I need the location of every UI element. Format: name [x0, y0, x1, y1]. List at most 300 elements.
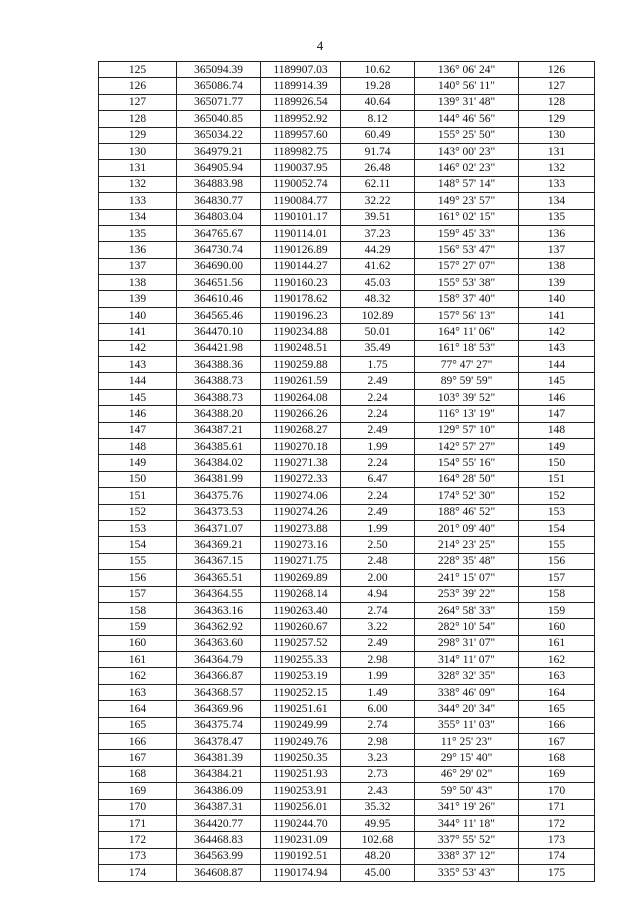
- point-to-cell: 147: [519, 406, 595, 422]
- y-coordinate-cell: 1190252.15: [261, 684, 341, 700]
- point-to-cell: 175: [519, 865, 595, 881]
- distance-cell: 2.98: [341, 734, 415, 750]
- point-from-cell: 135: [99, 225, 177, 241]
- table-row: [99, 455, 595, 471]
- table-row: [99, 520, 595, 536]
- y-coordinate-cell: 1190249.99: [261, 717, 341, 733]
- point-from-cell: 126: [99, 78, 177, 94]
- table-row: [99, 570, 595, 586]
- x-coordinate-cell: 364362.92: [177, 619, 261, 635]
- table-row: [99, 176, 595, 192]
- point-to-cell: 160: [519, 619, 595, 635]
- point-to-cell: 154: [519, 520, 595, 536]
- x-coordinate-cell: 364651.56: [177, 275, 261, 291]
- bearing-cell: 159° 45' 33": [415, 225, 519, 241]
- table-row: [99, 62, 595, 78]
- distance-cell: 1.75: [341, 357, 415, 373]
- point-from-cell: 128: [99, 111, 177, 127]
- point-from-cell: 150: [99, 471, 177, 487]
- x-coordinate-cell: 364690.00: [177, 258, 261, 274]
- coordinates-table: [98, 61, 595, 882]
- bearing-cell: 337° 55' 52": [415, 832, 519, 848]
- x-coordinate-cell: 364384.02: [177, 455, 261, 471]
- distance-cell: 1.99: [341, 668, 415, 684]
- bearing-cell: 338° 46' 09": [415, 684, 519, 700]
- point-from-cell: 166: [99, 734, 177, 750]
- x-coordinate-cell: 364384.21: [177, 766, 261, 782]
- point-to-cell: 149: [519, 438, 595, 454]
- table-row: [99, 143, 595, 159]
- distance-cell: 102.68: [341, 832, 415, 848]
- point-to-cell: 131: [519, 143, 595, 159]
- point-from-cell: 169: [99, 783, 177, 799]
- point-from-cell: 149: [99, 455, 177, 471]
- y-coordinate-cell: 1190251.61: [261, 701, 341, 717]
- table-row: [99, 160, 595, 176]
- y-coordinate-cell: 1189926.54: [261, 94, 341, 110]
- point-from-cell: 140: [99, 307, 177, 323]
- y-coordinate-cell: 1190271.38: [261, 455, 341, 471]
- x-coordinate-cell: 365034.22: [177, 127, 261, 143]
- x-coordinate-cell: 364381.99: [177, 471, 261, 487]
- x-coordinate-cell: 364421.98: [177, 340, 261, 356]
- y-coordinate-cell: 1190114.01: [261, 225, 341, 241]
- table-row: [99, 373, 595, 389]
- y-coordinate-cell: 1190260.67: [261, 619, 341, 635]
- bearing-cell: 298° 31' 07": [415, 635, 519, 651]
- point-from-cell: 159: [99, 619, 177, 635]
- point-to-cell: 143: [519, 340, 595, 356]
- bearing-cell: 344° 11' 18": [415, 815, 519, 831]
- table-row: [99, 832, 595, 848]
- y-coordinate-cell: 1190269.89: [261, 570, 341, 586]
- point-from-cell: 132: [99, 176, 177, 192]
- table-row: [99, 275, 595, 291]
- y-coordinate-cell: 1189914.39: [261, 78, 341, 94]
- bearing-cell: 157° 27' 07": [415, 258, 519, 274]
- y-coordinate-cell: 1190144.27: [261, 258, 341, 274]
- bearing-cell: 11° 25' 23": [415, 734, 519, 750]
- table-row: [99, 438, 595, 454]
- x-coordinate-cell: 364803.04: [177, 209, 261, 225]
- bearing-cell: 103° 39' 52": [415, 389, 519, 405]
- distance-cell: 10.62: [341, 62, 415, 78]
- table-row: [99, 619, 595, 635]
- distance-cell: 49.95: [341, 815, 415, 831]
- y-coordinate-cell: 1190250.35: [261, 750, 341, 766]
- point-from-cell: 161: [99, 652, 177, 668]
- bearing-cell: 139° 31' 48": [415, 94, 519, 110]
- bearing-cell: 154° 55' 16": [415, 455, 519, 471]
- x-coordinate-cell: 364883.98: [177, 176, 261, 192]
- x-coordinate-cell: 364385.61: [177, 438, 261, 454]
- x-coordinate-cell: 364387.31: [177, 799, 261, 815]
- distance-cell: 41.62: [341, 258, 415, 274]
- point-to-cell: 129: [519, 111, 595, 127]
- distance-cell: 45.03: [341, 275, 415, 291]
- table-row: [99, 586, 595, 602]
- bearing-cell: 89° 59' 59": [415, 373, 519, 389]
- y-coordinate-cell: 1190231.09: [261, 832, 341, 848]
- table-row: [99, 258, 595, 274]
- x-coordinate-cell: 364366.87: [177, 668, 261, 684]
- distance-cell: 32.22: [341, 193, 415, 209]
- y-coordinate-cell: 1190259.88: [261, 357, 341, 373]
- y-coordinate-cell: 1190263.40: [261, 602, 341, 618]
- bearing-cell: 328° 32' 35": [415, 668, 519, 684]
- y-coordinate-cell: 1190256.01: [261, 799, 341, 815]
- bearing-cell: 241° 15' 07": [415, 570, 519, 586]
- point-from-cell: 154: [99, 537, 177, 553]
- y-coordinate-cell: 1190270.18: [261, 438, 341, 454]
- table-row: [99, 602, 595, 618]
- bearing-cell: 143° 00' 23": [415, 143, 519, 159]
- distance-cell: 60.49: [341, 127, 415, 143]
- table-row: [99, 357, 595, 373]
- point-to-cell: 144: [519, 357, 595, 373]
- x-coordinate-cell: 364470.10: [177, 324, 261, 340]
- y-coordinate-cell: 1190257.52: [261, 635, 341, 651]
- table-row: [99, 111, 595, 127]
- distance-cell: 2.73: [341, 766, 415, 782]
- table-row: [99, 734, 595, 750]
- point-to-cell: 146: [519, 389, 595, 405]
- x-coordinate-cell: 364375.74: [177, 717, 261, 733]
- point-from-cell: 143: [99, 357, 177, 373]
- bearing-cell: 158° 37' 40": [415, 291, 519, 307]
- distance-cell: 48.32: [341, 291, 415, 307]
- table-row: [99, 766, 595, 782]
- x-coordinate-cell: 364610.46: [177, 291, 261, 307]
- bearing-cell: 335° 53' 43": [415, 865, 519, 881]
- table-row: [99, 406, 595, 422]
- y-coordinate-cell: 1190101.17: [261, 209, 341, 225]
- distance-cell: 2.49: [341, 504, 415, 520]
- distance-cell: 3.22: [341, 619, 415, 635]
- point-to-cell: 132: [519, 160, 595, 176]
- table-row: [99, 783, 595, 799]
- point-from-cell: 125: [99, 62, 177, 78]
- point-to-cell: 155: [519, 537, 595, 553]
- bearing-cell: 164° 11' 06": [415, 324, 519, 340]
- point-from-cell: 141: [99, 324, 177, 340]
- bearing-cell: 29° 15' 40": [415, 750, 519, 766]
- point-to-cell: 164: [519, 684, 595, 700]
- y-coordinate-cell: 1189957.60: [261, 127, 341, 143]
- point-to-cell: 134: [519, 193, 595, 209]
- table-row: [99, 504, 595, 520]
- distance-cell: 48.20: [341, 848, 415, 864]
- point-to-cell: 157: [519, 570, 595, 586]
- y-coordinate-cell: 1190178.62: [261, 291, 341, 307]
- distance-cell: 1.99: [341, 438, 415, 454]
- distance-cell: 2.00: [341, 570, 415, 586]
- distance-cell: 2.50: [341, 537, 415, 553]
- y-coordinate-cell: 1190274.26: [261, 504, 341, 520]
- x-coordinate-cell: 364378.47: [177, 734, 261, 750]
- table-row: [99, 307, 595, 323]
- bearing-cell: 129° 57' 10": [415, 422, 519, 438]
- x-coordinate-cell: 364373.53: [177, 504, 261, 520]
- distance-cell: 44.29: [341, 242, 415, 258]
- point-to-cell: 130: [519, 127, 595, 143]
- point-from-cell: 162: [99, 668, 177, 684]
- point-to-cell: 151: [519, 471, 595, 487]
- x-coordinate-cell: 365071.77: [177, 94, 261, 110]
- distance-cell: 2.74: [341, 717, 415, 733]
- x-coordinate-cell: 364388.36: [177, 357, 261, 373]
- point-to-cell: 172: [519, 815, 595, 831]
- y-coordinate-cell: 1190274.06: [261, 488, 341, 504]
- table-row: [99, 684, 595, 700]
- bearing-cell: 155° 25' 50": [415, 127, 519, 143]
- distance-cell: 2.24: [341, 406, 415, 422]
- distance-cell: 1.99: [341, 520, 415, 536]
- distance-cell: 62.11: [341, 176, 415, 192]
- table-row: [99, 127, 595, 143]
- point-from-cell: 170: [99, 799, 177, 815]
- distance-cell: 35.32: [341, 799, 415, 815]
- x-coordinate-cell: 364371.07: [177, 520, 261, 536]
- bearing-cell: 355° 11' 03": [415, 717, 519, 733]
- point-to-cell: 166: [519, 717, 595, 733]
- point-from-cell: 137: [99, 258, 177, 274]
- distance-cell: 2.43: [341, 783, 415, 799]
- distance-cell: 2.24: [341, 389, 415, 405]
- distance-cell: 6.00: [341, 701, 415, 717]
- x-coordinate-cell: 364979.21: [177, 143, 261, 159]
- point-to-cell: 159: [519, 602, 595, 618]
- bearing-cell: 157° 56' 13": [415, 307, 519, 323]
- table-row: [99, 717, 595, 733]
- x-coordinate-cell: 364367.15: [177, 553, 261, 569]
- y-coordinate-cell: 1190192.51: [261, 848, 341, 864]
- point-to-cell: 156: [519, 553, 595, 569]
- point-from-cell: 157: [99, 586, 177, 602]
- bearing-cell: 201° 09' 40": [415, 520, 519, 536]
- point-from-cell: 136: [99, 242, 177, 258]
- point-to-cell: 158: [519, 586, 595, 602]
- distance-cell: 2.49: [341, 373, 415, 389]
- point-to-cell: 141: [519, 307, 595, 323]
- y-coordinate-cell: 1190273.16: [261, 537, 341, 553]
- table-row: [99, 242, 595, 258]
- y-coordinate-cell: 1190273.88: [261, 520, 341, 536]
- x-coordinate-cell: 365040.85: [177, 111, 261, 127]
- table-row: [99, 94, 595, 110]
- bearing-cell: 149° 23' 57": [415, 193, 519, 209]
- table-row: [99, 799, 595, 815]
- point-from-cell: 174: [99, 865, 177, 881]
- y-coordinate-cell: 1190037.95: [261, 160, 341, 176]
- distance-cell: 6.47: [341, 471, 415, 487]
- point-from-cell: 146: [99, 406, 177, 422]
- table-row: [99, 488, 595, 504]
- x-coordinate-cell: 364365.51: [177, 570, 261, 586]
- table-row: [99, 340, 595, 356]
- table-row: [99, 553, 595, 569]
- point-to-cell: 163: [519, 668, 595, 684]
- y-coordinate-cell: 1190268.14: [261, 586, 341, 602]
- point-from-cell: 165: [99, 717, 177, 733]
- y-coordinate-cell: 1190248.51: [261, 340, 341, 356]
- distance-cell: 3.23: [341, 750, 415, 766]
- bearing-cell: 156° 53' 47": [415, 242, 519, 258]
- bearing-cell: 77° 47' 27": [415, 357, 519, 373]
- bearing-cell: 188° 46' 52": [415, 504, 519, 520]
- point-to-cell: 169: [519, 766, 595, 782]
- point-from-cell: 152: [99, 504, 177, 520]
- point-from-cell: 172: [99, 832, 177, 848]
- point-to-cell: 133: [519, 176, 595, 192]
- x-coordinate-cell: 364830.77: [177, 193, 261, 209]
- y-coordinate-cell: 1189952.92: [261, 111, 341, 127]
- table-row: [99, 750, 595, 766]
- bearing-cell: 253° 39' 22": [415, 586, 519, 602]
- point-from-cell: 142: [99, 340, 177, 356]
- point-from-cell: 138: [99, 275, 177, 291]
- distance-cell: 2.98: [341, 652, 415, 668]
- y-coordinate-cell: 1190253.91: [261, 783, 341, 799]
- point-from-cell: 153: [99, 520, 177, 536]
- x-coordinate-cell: 364730.74: [177, 242, 261, 258]
- distance-cell: 40.64: [341, 94, 415, 110]
- point-to-cell: 148: [519, 422, 595, 438]
- y-coordinate-cell: 1190196.23: [261, 307, 341, 323]
- y-coordinate-cell: 1190244.70: [261, 815, 341, 831]
- point-from-cell: 129: [99, 127, 177, 143]
- point-from-cell: 147: [99, 422, 177, 438]
- y-coordinate-cell: 1190264.08: [261, 389, 341, 405]
- table-row: [99, 701, 595, 717]
- point-from-cell: 130: [99, 143, 177, 159]
- table-row: [99, 291, 595, 307]
- x-coordinate-cell: 364368.57: [177, 684, 261, 700]
- x-coordinate-cell: 364388.73: [177, 389, 261, 405]
- point-to-cell: 170: [519, 783, 595, 799]
- bearing-cell: 264° 58' 33": [415, 602, 519, 618]
- distance-cell: 26.48: [341, 160, 415, 176]
- y-coordinate-cell: 1190266.26: [261, 406, 341, 422]
- distance-cell: 37.23: [341, 225, 415, 241]
- point-from-cell: 145: [99, 389, 177, 405]
- y-coordinate-cell: 1190160.23: [261, 275, 341, 291]
- x-coordinate-cell: 364363.16: [177, 602, 261, 618]
- x-coordinate-cell: 364363.60: [177, 635, 261, 651]
- table-row: [99, 324, 595, 340]
- distance-cell: 50.01: [341, 324, 415, 340]
- bearing-cell: 161° 02' 15": [415, 209, 519, 225]
- x-coordinate-cell: 364563.99: [177, 848, 261, 864]
- distance-cell: 2.24: [341, 488, 415, 504]
- y-coordinate-cell: 1190253.19: [261, 668, 341, 684]
- page-number: 4: [316, 38, 324, 53]
- y-coordinate-cell: 1190052.74: [261, 176, 341, 192]
- point-from-cell: 144: [99, 373, 177, 389]
- bearing-cell: 146° 02' 23": [415, 160, 519, 176]
- point-from-cell: 164: [99, 701, 177, 717]
- bearing-cell: 161° 18' 53": [415, 340, 519, 356]
- point-from-cell: 155: [99, 553, 177, 569]
- y-coordinate-cell: 1189907.03: [261, 62, 341, 78]
- bearing-cell: 140° 56' 11": [415, 78, 519, 94]
- bearing-cell: 155° 53' 38": [415, 275, 519, 291]
- x-coordinate-cell: 365086.74: [177, 78, 261, 94]
- point-to-cell: 127: [519, 78, 595, 94]
- x-coordinate-cell: 364364.79: [177, 652, 261, 668]
- distance-cell: 19.28: [341, 78, 415, 94]
- x-coordinate-cell: 364565.46: [177, 307, 261, 323]
- x-coordinate-cell: 364381.39: [177, 750, 261, 766]
- bearing-cell: 341° 19' 26": [415, 799, 519, 815]
- point-from-cell: 133: [99, 193, 177, 209]
- distance-cell: 1.49: [341, 684, 415, 700]
- point-to-cell: 128: [519, 94, 595, 110]
- table-row: [99, 209, 595, 225]
- table-row: [99, 78, 595, 94]
- point-to-cell: 135: [519, 209, 595, 225]
- point-from-cell: 156: [99, 570, 177, 586]
- x-coordinate-cell: 364765.67: [177, 225, 261, 241]
- x-coordinate-cell: 364369.96: [177, 701, 261, 717]
- point-to-cell: 145: [519, 373, 595, 389]
- x-coordinate-cell: 364905.94: [177, 160, 261, 176]
- distance-cell: 91.74: [341, 143, 415, 159]
- point-to-cell: 167: [519, 734, 595, 750]
- point-from-cell: 151: [99, 488, 177, 504]
- point-from-cell: 139: [99, 291, 177, 307]
- point-to-cell: 168: [519, 750, 595, 766]
- x-coordinate-cell: 364420.77: [177, 815, 261, 831]
- table-row: [99, 668, 595, 684]
- x-coordinate-cell: 364387.21: [177, 422, 261, 438]
- bearing-cell: 338° 37' 12": [415, 848, 519, 864]
- distance-cell: 2.24: [341, 455, 415, 471]
- point-to-cell: 150: [519, 455, 595, 471]
- bearing-cell: 228° 35' 48": [415, 553, 519, 569]
- bearing-cell: 344° 20' 34": [415, 701, 519, 717]
- point-to-cell: 139: [519, 275, 595, 291]
- distance-cell: 8.12: [341, 111, 415, 127]
- table-row: [99, 652, 595, 668]
- point-from-cell: 163: [99, 684, 177, 700]
- table-row: [99, 225, 595, 241]
- point-from-cell: 131: [99, 160, 177, 176]
- bearing-cell: 214° 23' 25": [415, 537, 519, 553]
- coordinates-table-body: [99, 62, 595, 882]
- x-coordinate-cell: 364369.21: [177, 537, 261, 553]
- distance-cell: 39.51: [341, 209, 415, 225]
- point-to-cell: 161: [519, 635, 595, 651]
- x-coordinate-cell: 365094.39: [177, 62, 261, 78]
- point-to-cell: 138: [519, 258, 595, 274]
- point-to-cell: 165: [519, 701, 595, 717]
- y-coordinate-cell: 1189982.75: [261, 143, 341, 159]
- distance-cell: 45.00: [341, 865, 415, 881]
- x-coordinate-cell: 364608.87: [177, 865, 261, 881]
- point-to-cell: 171: [519, 799, 595, 815]
- point-to-cell: 136: [519, 225, 595, 241]
- table-row: [99, 865, 595, 881]
- bearing-cell: 144° 46' 56": [415, 111, 519, 127]
- y-coordinate-cell: 1190255.33: [261, 652, 341, 668]
- y-coordinate-cell: 1190234.88: [261, 324, 341, 340]
- distance-cell: 2.49: [341, 422, 415, 438]
- bearing-cell: 116° 13' 19": [415, 406, 519, 422]
- x-coordinate-cell: 364468.83: [177, 832, 261, 848]
- distance-cell: 102.89: [341, 307, 415, 323]
- y-coordinate-cell: 1190126.89: [261, 242, 341, 258]
